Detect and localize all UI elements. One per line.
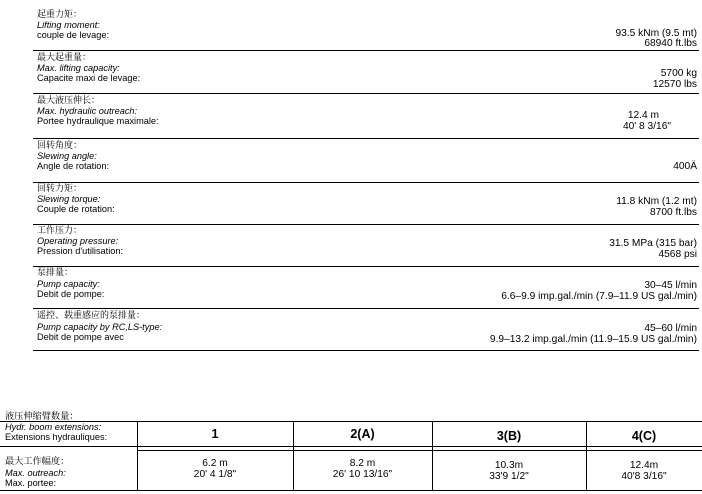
table-cell-outreach-ft: 40'8 3/16"	[621, 471, 667, 482]
table-rule	[0, 446, 702, 447]
spec-slewing-torque	[33, 184, 699, 226]
spec-value-imperial: 6.6–9.9 imp.gal./min (7.9–11.9 US gal./min)	[501, 291, 697, 302]
table-row2-label-fr: Max. portee:	[5, 478, 57, 488]
divider	[33, 350, 699, 351]
spec-label-cn: 最大起重量：	[37, 53, 92, 63]
spec-value-imperial: 8700 ft.lbs	[649, 207, 697, 218]
table-cell-outreach-m: 6.2 m	[202, 458, 228, 469]
spec-value-metric: 45–60 l/min	[644, 323, 697, 334]
spec-label-fr: Portee hydraulique maximale:	[37, 116, 159, 126]
spec-label-cn: 工作压力：	[37, 226, 83, 236]
table-cell-outreach-m: 12.4m	[629, 460, 659, 471]
divider	[33, 138, 699, 139]
spec-label-en: Max. hydraulic outreach:	[37, 106, 138, 116]
table-cell-outreach-ft: 33'9 1/2"	[489, 471, 529, 482]
spec-label-fr: Debit de pompe:	[37, 289, 105, 299]
spec-value-metric: 11.8 kNm (1.2 mt)	[616, 196, 697, 207]
divider	[33, 224, 699, 225]
divider	[33, 50, 699, 51]
spec-value-metric: 5700 kg	[660, 68, 697, 79]
table-col-header: 2(A)	[350, 427, 375, 441]
table-cell-outreach-ft: 26' 10 13/16"	[332, 469, 393, 480]
spec-label-fr: couple de levage:	[37, 30, 110, 40]
spec-value-imperial: 12570 lbs	[652, 79, 697, 90]
table-rule	[0, 490, 702, 491]
spec-label-en: Max. lifting capacity:	[37, 63, 120, 73]
boom-extensions-table	[0, 410, 702, 494]
table-row1-label-en: Hydr. boom extensions:	[5, 422, 102, 432]
table-cell-outreach-m: 10.3m	[494, 460, 524, 471]
spec-max-lifting-capacity	[33, 53, 699, 95]
spec-value-metric: 12.4 m	[627, 110, 659, 121]
spec-label-en: Slewing angle:	[37, 151, 97, 161]
table-row1-label-fr: Extensions hydrauliques:	[5, 432, 108, 442]
spec-label-en: Operating pressure:	[37, 236, 119, 246]
spec-label-en: Pump capacity:	[37, 279, 100, 289]
table-row2-label-cn: 最大工作幅度：	[5, 456, 70, 467]
spec-label-cn: 遥控、载重感应的泵排量：	[37, 311, 146, 321]
spec-label-en: Slewing torque:	[37, 194, 101, 204]
spec-operating-pressure	[33, 226, 699, 268]
spec-value-imperial: 4568 psi	[658, 249, 697, 260]
table-row1-label-cn: 液压伸缩臂数量：	[5, 411, 79, 422]
spec-value-imperial: 9.9–13.2 imp.gal./min (11.9–15.9 US gal./min)	[489, 334, 697, 345]
spec-pump-capacity	[33, 268, 699, 310]
table-rule	[137, 450, 702, 451]
table-cell-outreach-ft: 20' 4 1/8"	[193, 469, 237, 480]
spec-pump-capacity-rc-ls	[33, 311, 699, 353]
table-col-header: 3(B)	[496, 429, 522, 443]
divider	[33, 93, 699, 94]
spec-value-imperial: 400Ä	[673, 161, 697, 172]
spec-label-fr: Couple de rotation:	[37, 204, 115, 214]
spec-label-cn: 回转角度：	[37, 141, 83, 151]
spec-label-cn: 起重力矩：	[37, 10, 83, 20]
divider	[33, 266, 699, 267]
table-rule	[137, 421, 702, 422]
divider	[33, 182, 699, 183]
spec-label-fr: Capacite maxi de levage:	[37, 73, 141, 83]
spec-slewing-angle	[33, 141, 699, 183]
spec-label-en: Pump capacity by RC,LS-type:	[37, 322, 163, 332]
spec-label-fr: Pression d'utilisation:	[37, 246, 124, 256]
table-col-header: 4(C)	[631, 429, 657, 443]
spec-value-imperial: 68940 ft.lbs	[644, 38, 697, 49]
spec-value-metric: 93.5 kNm (9.5 mt)	[615, 28, 697, 39]
table-col-header: 1	[211, 427, 219, 441]
spec-max-hydraulic-outreach	[33, 96, 699, 138]
spec-label-cn: 泵排量：	[37, 268, 74, 278]
spec-label-en: Lifting moment:	[37, 20, 100, 30]
divider	[33, 308, 699, 309]
spec-label-fr: Debit de pompe avec	[37, 332, 124, 342]
table-cell-outreach-m: 8.2 m	[349, 458, 376, 469]
spec-label-fr: Angle de rotation:	[37, 161, 110, 171]
spec-value-imperial: 40' 8 3/16"	[622, 121, 671, 132]
spec-value-metric: 30–45 l/min	[644, 280, 697, 291]
table-rule	[0, 421, 137, 422]
spec-value-metric: 31.5 MPa (315 bar)	[609, 238, 697, 249]
spec-label-cn: 最大液压伸长：	[37, 96, 101, 106]
table-row2-label-en: Max. outreach:	[5, 468, 66, 478]
spec-label-cn: 回转力矩：	[37, 184, 83, 194]
spec-lifting-moment	[33, 10, 699, 52]
